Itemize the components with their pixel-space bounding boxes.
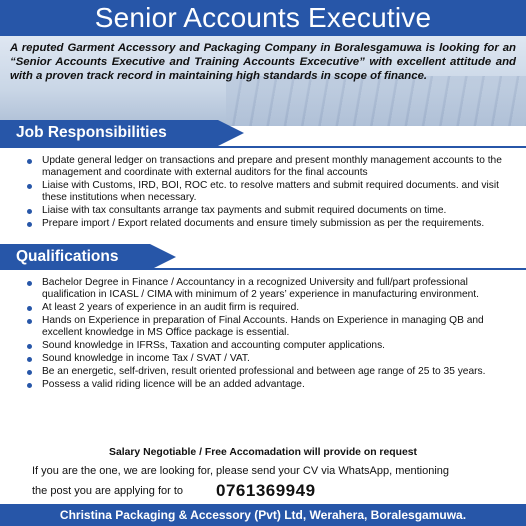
- bullet-icon: [27, 370, 32, 375]
- list-item: [26, 205, 512, 217]
- list-item: [26, 366, 512, 378]
- page-title: Senior Accounts Executive: [0, 0, 526, 36]
- phone-number[interactable]: 0761369949: [216, 481, 316, 500]
- company-footer: Christina Packaging & Accessory (Pvt) Ltd, Werahera, Boralesgamuwa.: [0, 504, 526, 526]
- list-item-text: Update general ledger on transactions and prepare and present monthly management accounts to the management and coordinate with external auditors for the final accounts: [42, 155, 502, 179]
- salary-note: Salary Negotiable / Free Accomadation will provide on request: [109, 447, 417, 458]
- responsibilities-list: [26, 155, 512, 231]
- qualifications-heading: Qualifications: [0, 244, 150, 270]
- bullet-icon: [27, 357, 32, 362]
- list-item: [26, 277, 512, 301]
- contact-text-2: the post you are applying for to: [32, 485, 184, 497]
- bullet-icon: [27, 222, 32, 227]
- list-item: [26, 218, 512, 230]
- bullet-icon: [27, 383, 32, 388]
- list-item: [26, 302, 512, 314]
- bullet-icon: [27, 184, 32, 189]
- contact-text: If you are the one, we are looking for, please send your CV via WhatsApp, mentioning: [32, 465, 450, 477]
- list-item: [26, 379, 512, 391]
- list-item-text: At least 2 years of experience in an audit firm is required.: [42, 302, 300, 314]
- list-item: [26, 315, 512, 339]
- list-item: [26, 180, 512, 204]
- bullet-icon: [27, 344, 32, 349]
- list-item: [26, 353, 512, 365]
- list-item-text: Liaise with Customs, IRD, BOI, ROC etc. to resolve matters and submit required documents. and visit these institutions when necessary.: [42, 180, 499, 204]
- section-divider: [0, 146, 526, 148]
- list-item-text: Possess a valid riding licence will be an added advantage.: [42, 379, 305, 391]
- list-item-text: Sound knowledge in IFRSs, Taxation and accounting computer applications.: [42, 340, 386, 352]
- list-item-text: Liaise with tax consultants arrange tax payments and submit required documents on time.: [42, 205, 447, 217]
- list-item-text: Bachelor Degree in Finance / Accountancy in a recognized University and full/part professional qualification in ICASL / CIMA with minimum of 2 years’ experience in manufacturing environment.: [42, 277, 479, 301]
- keyboard-background-image: [226, 76, 526, 126]
- bullet-icon: [27, 306, 32, 311]
- intro-paragraph: A reputed Garment Accessory and Packaging Company in Boralesgamuwa is looking for an “Senior Accounts Executive and Training Accounts Excecutive” with excellent attitude and with a proven track record in maintaining high standards in scope of finance.: [10, 42, 516, 82]
- list-item-text: Hands on Experience in preparation of Final Accounts. Hands on Experience in managing QB and excellent knowledge in MS Office package is essential.: [42, 315, 484, 339]
- responsibilities-heading: Job Responsibilities: [0, 120, 218, 146]
- list-item: [26, 155, 512, 179]
- qualifications-list: [26, 277, 512, 392]
- list-item-text: Prepare import / Export related documents and ensure timely submission as per the requirements.: [42, 218, 485, 230]
- list-item-text: Be an energetic, self-driven, result oriented professional and between age range of 25 to 35 years.: [42, 366, 486, 378]
- list-item-text: Sound knowledge in income Tax / SVAT / VAT.: [42, 353, 250, 365]
- bullet-icon: [27, 319, 32, 324]
- bullet-icon: [27, 281, 32, 286]
- bullet-icon: [27, 159, 32, 164]
- bullet-icon: [27, 209, 32, 214]
- list-item: [26, 340, 512, 352]
